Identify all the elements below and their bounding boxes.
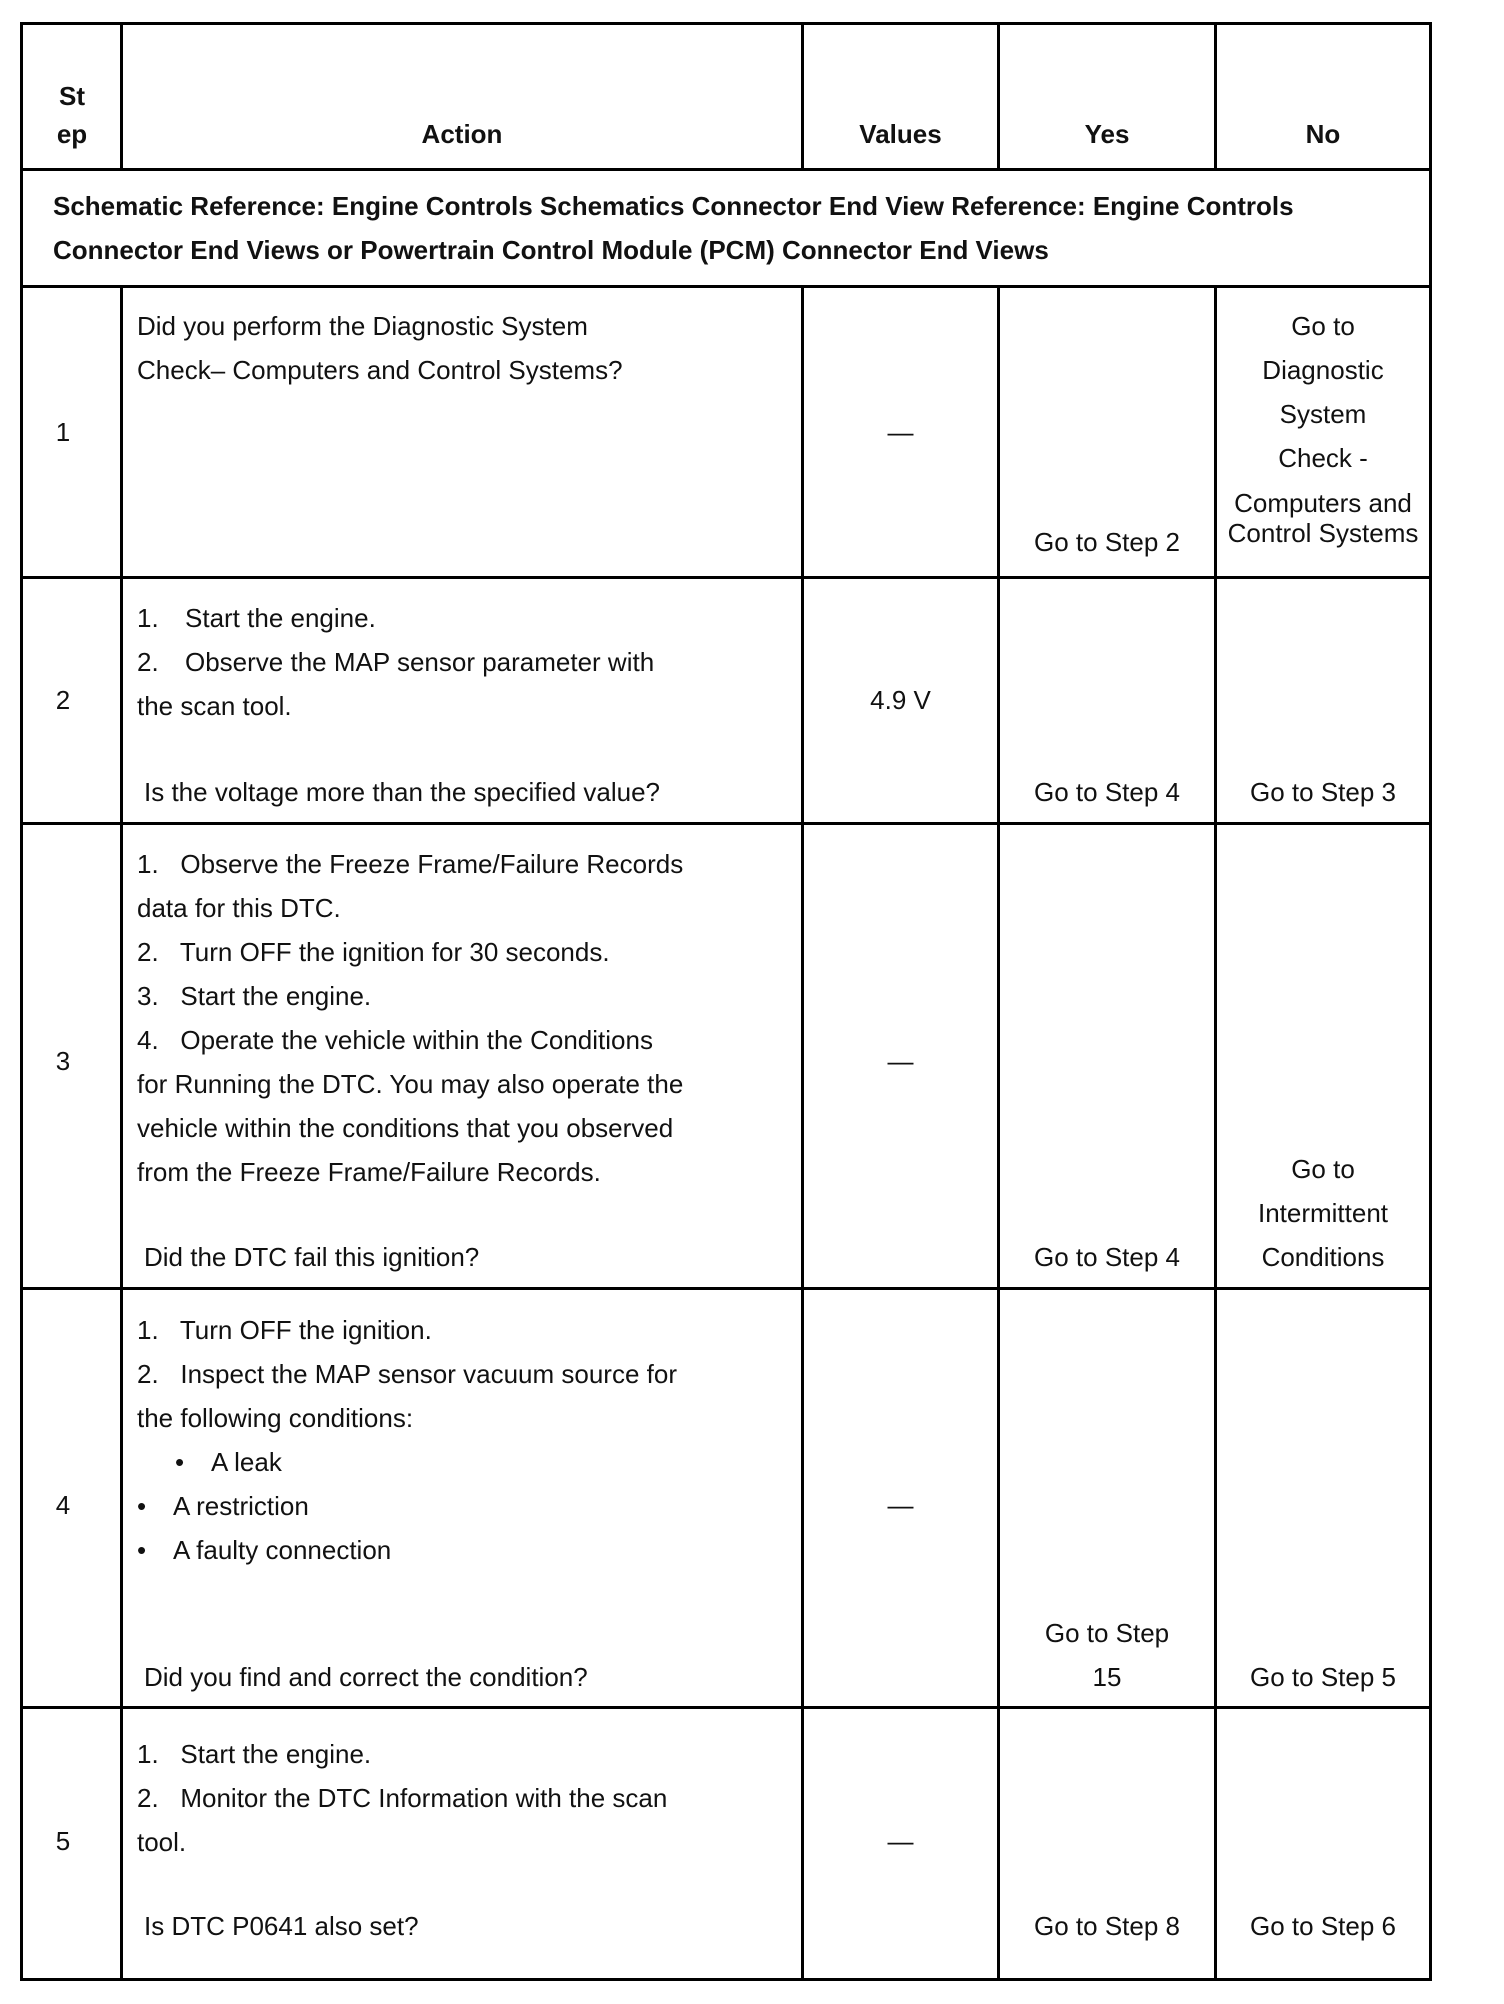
yes-link[interactable]: 15: [1092, 1662, 1122, 1692]
action-text: [137, 596, 654, 728]
no-link[interactable]: Check -: [1278, 443, 1368, 473]
reference-line-1: Schematic Reference: Engine Controls Schematics Connector End View Reference: Engine Controls: [53, 191, 1294, 221]
bullet-item: [137, 1484, 677, 1528]
action-question: Is the voltage more than the specified value?: [144, 777, 660, 807]
yes-cell: [1000, 770, 1214, 814]
yes-cell: [1000, 1611, 1214, 1699]
action-line: Did you perform the Diagnostic System: [137, 311, 588, 341]
header-step: [23, 77, 121, 153]
header-step-line1: St: [59, 81, 85, 111]
action-line: 2. Turn OFF the ignition for 30 seconds.: [137, 937, 610, 967]
bullet-item: [137, 1528, 677, 1572]
step-number: 1: [55, 417, 71, 447]
no-link[interactable]: Go to: [1291, 1154, 1355, 1184]
schematic-reference: [53, 184, 1294, 272]
bullet-text: A faulty connection: [173, 1535, 392, 1565]
row-border-step1: [20, 576, 1432, 579]
col-border-action-values: [801, 287, 804, 1981]
value-cell: —: [887, 1490, 914, 1520]
header-action: Action: [421, 119, 503, 149]
action-line: 2. Monitor the DTC Information with the scan: [137, 1783, 668, 1813]
step-number: 2: [55, 685, 71, 715]
no-link[interactable]: Conditions: [1261, 1242, 1385, 1272]
yes-link[interactable]: Go to Step 8: [1034, 1911, 1180, 1941]
action-question: Is DTC P0641 also set?: [144, 1911, 419, 1941]
action-line: data for this DTC.: [137, 893, 341, 923]
action-text: [137, 1732, 667, 1864]
action-line: Check– Computers and Control Systems?: [137, 355, 623, 385]
action-line: 1. Observe the Freeze Frame/Failure Records: [137, 849, 684, 879]
value-cell: —: [887, 1046, 914, 1076]
action-line: 1. Start the engine.: [137, 1739, 372, 1769]
action-line: 2. Inspect the MAP sensor vacuum source for: [137, 1359, 677, 1389]
diagnostic-table: [20, 22, 1454, 1981]
action-line: 4. Operate the vehicle within the Conditions: [137, 1025, 653, 1055]
no-link[interactable]: Go to: [1291, 311, 1355, 341]
action-question: Did you find and correct the condition?: [144, 1662, 588, 1692]
row-border-step4: [20, 1706, 1432, 1709]
row-border-step3: [20, 1287, 1432, 1290]
yes-link[interactable]: Go to Step 4: [1034, 1242, 1180, 1272]
col-border-left: [20, 22, 23, 1981]
action-step: [137, 640, 654, 684]
step-number: 5: [55, 1826, 71, 1856]
action-line: 1. Turn OFF the ignition.: [137, 1315, 432, 1345]
row-border-header: [20, 168, 1432, 171]
no-link[interactable]: Go to Step 5: [1250, 1662, 1396, 1692]
item-number: 2.: [137, 647, 159, 677]
row-border-top: [20, 22, 1432, 25]
header-yes: Yes: [1084, 119, 1130, 149]
row-border-reference: [20, 285, 1432, 288]
no-link[interactable]: Computers and: [1234, 488, 1412, 518]
yes-cell: [1000, 1235, 1214, 1279]
no-cell: [1217, 304, 1429, 548]
no-link[interactable]: Control Systems: [1227, 518, 1419, 548]
no-link[interactable]: Diagnostic: [1262, 355, 1384, 385]
item-text: Start the engine.: [185, 603, 376, 633]
yes-link[interactable]: Go to Step 4: [1034, 777, 1180, 807]
value-cell: —: [887, 1826, 914, 1856]
reference-line-2: Connector End Views or Powertrain Control Module (PCM) Connector End Views: [53, 235, 1049, 265]
action-text: [137, 842, 683, 1194]
row-border-step2: [20, 822, 1432, 825]
value-cell: 4.9 V: [870, 685, 931, 715]
no-cell: [1217, 1147, 1429, 1279]
col-border-step-action: [120, 287, 123, 1981]
no-link[interactable]: Go to Step 3: [1250, 777, 1396, 807]
yes-link[interactable]: Go to Step 2: [1034, 527, 1180, 557]
action-step: [137, 596, 654, 640]
action-line: from the Freeze Frame/Failure Records.: [137, 1157, 601, 1187]
no-cell: [1217, 1904, 1429, 1948]
bullet-text: A restriction: [173, 1491, 309, 1521]
no-cell: [1217, 770, 1429, 814]
action-text: [137, 1308, 677, 1572]
action-line: for Running the DTC. You may also operate the: [137, 1069, 684, 1099]
header-values: Values: [859, 119, 942, 149]
value-cell: —: [887, 417, 914, 447]
item-text: Observe the MAP sensor parameter with: [185, 647, 655, 677]
item-number: 1.: [137, 603, 159, 633]
step-number: 4: [55, 1490, 71, 1520]
bullet-item: [137, 1440, 677, 1484]
yes-link[interactable]: Go to Step: [1044, 1618, 1170, 1648]
action-text: [137, 304, 623, 392]
col-border-right: [1429, 22, 1432, 1981]
bullet-icon: •: [175, 1447, 185, 1477]
action-line: vehicle within the conditions that you observed: [137, 1113, 674, 1143]
no-link[interactable]: System: [1279, 399, 1367, 429]
no-link[interactable]: Go to Step 6: [1250, 1911, 1396, 1941]
header-no: No: [1305, 119, 1341, 149]
yes-cell: [1000, 520, 1214, 564]
yes-cell: [1000, 1904, 1214, 1948]
row-border-bottom: [20, 1978, 1432, 1981]
action-line: the following conditions:: [137, 1403, 414, 1433]
no-cell: [1217, 1655, 1429, 1699]
bullet-icon: •: [137, 1535, 147, 1565]
header-step-line2: ep: [56, 119, 88, 149]
action-line: the scan tool.: [137, 691, 292, 721]
action-line: tool.: [137, 1827, 187, 1857]
no-link[interactable]: Intermittent: [1257, 1198, 1389, 1228]
step-number: 3: [55, 1046, 71, 1076]
bullet-text: A leak: [211, 1447, 282, 1477]
bullet-icon: •: [137, 1491, 147, 1521]
action-question: Did the DTC fail this ignition?: [144, 1242, 480, 1272]
action-line: 3. Start the engine.: [137, 981, 372, 1011]
